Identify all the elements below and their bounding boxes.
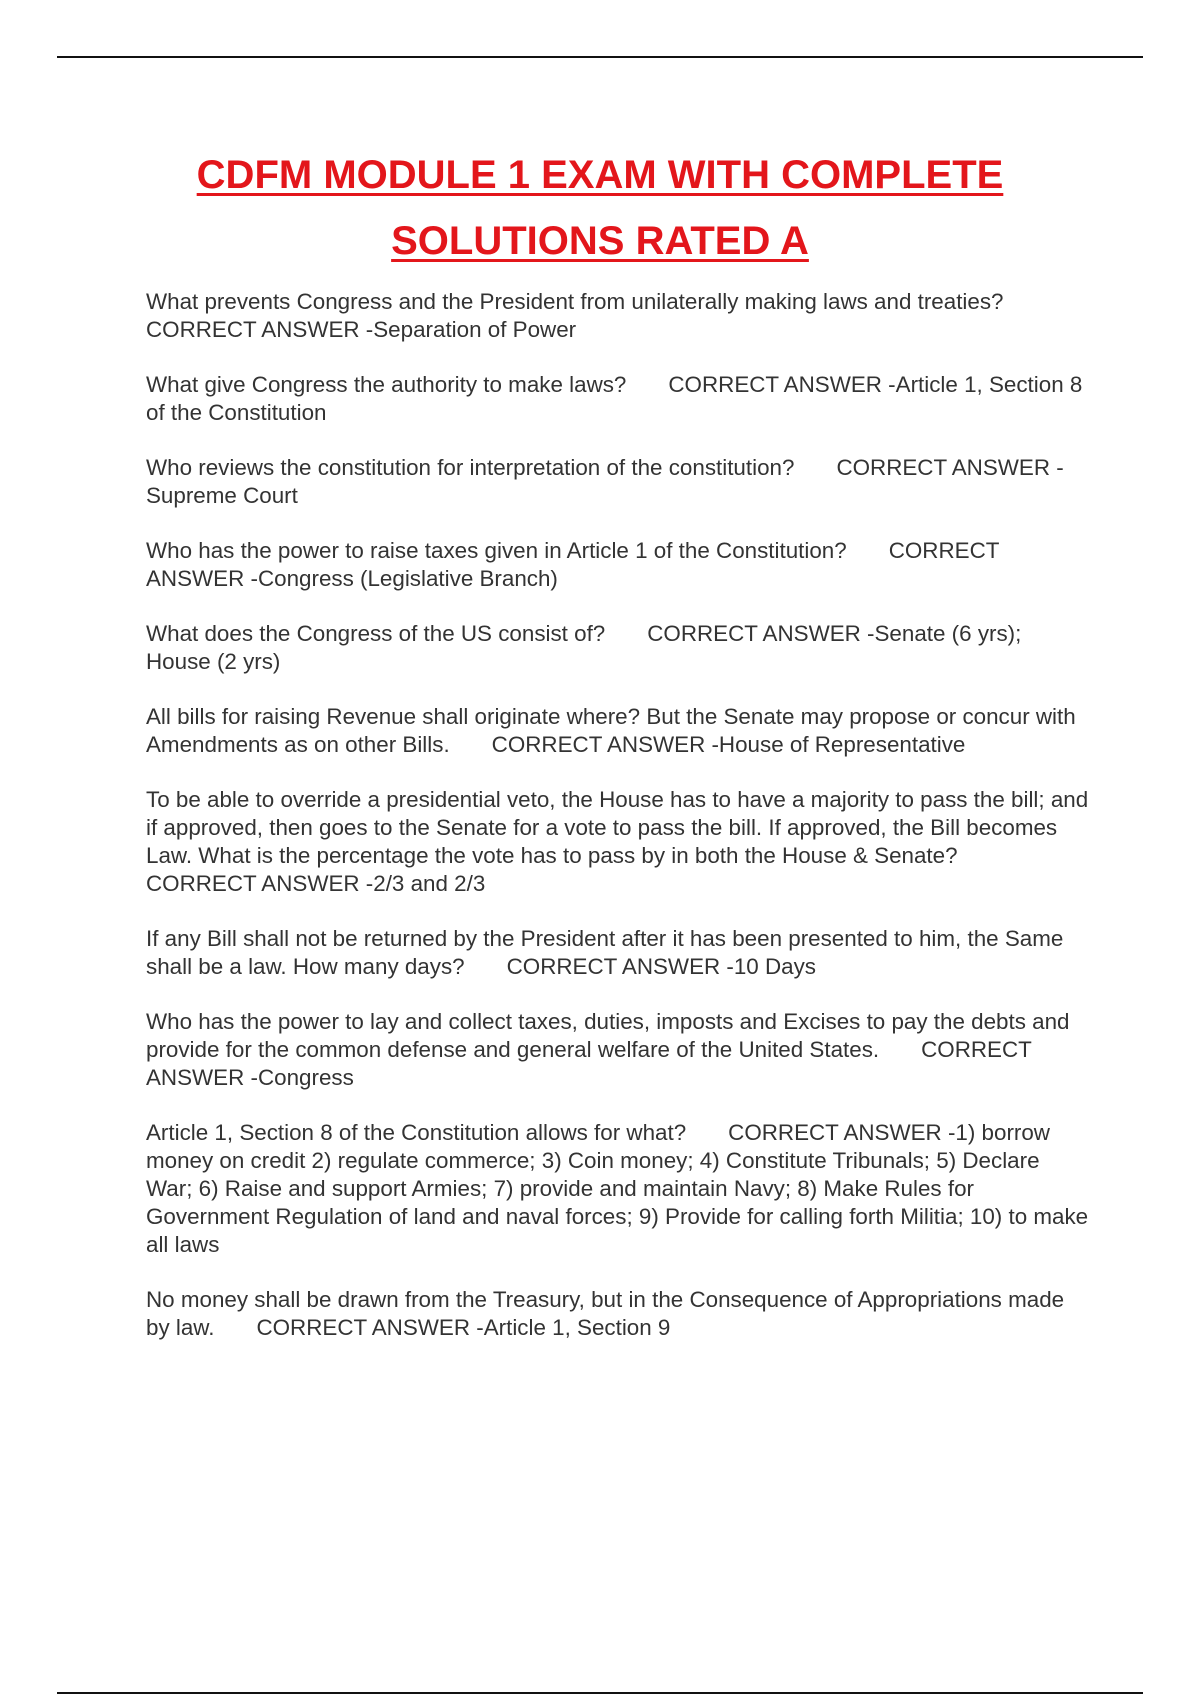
answer-label: CORRECT ANSWER - xyxy=(146,317,374,342)
qa-item xyxy=(146,537,1091,593)
answer-text: Separation of Power xyxy=(373,317,577,342)
question-text: If any Bill shall not be returned by the President after it has been presented to him, the Same shall be a law. How many days? xyxy=(146,926,1064,979)
answer-label: CORRECT ANSWER - xyxy=(647,621,875,646)
answer-text: 10 Days xyxy=(733,954,816,979)
question-text: All bills for raising Revenue shall originate where? But the Senate may propose or concur with Amendments as on other Bills. xyxy=(146,704,1076,757)
qa-item xyxy=(146,925,1091,981)
title-line-1: CDFM MODULE 1 EXAM WITH COMPLETE xyxy=(196,153,1004,197)
qa-item xyxy=(146,288,1091,344)
answer-label: CORRECT ANSWER - xyxy=(146,1037,1032,1090)
answer-label: CORRECT ANSWER - xyxy=(146,871,374,896)
answer-text: Congress xyxy=(257,1065,354,1090)
answer-text: Senate (6 yrs); House (2 yrs) xyxy=(146,621,1022,674)
document-title xyxy=(100,142,1100,274)
answer-label: CORRECT ANSWER - xyxy=(668,372,896,397)
qa-item xyxy=(146,786,1091,898)
question-text: No money shall be drawn from the Treasury, but in the Consequence of Appropriations made by law. xyxy=(146,1287,1065,1340)
qa-item xyxy=(146,703,1091,759)
qa-list xyxy=(146,288,1091,1369)
answer-text: Article 1, Section 9 xyxy=(483,1315,671,1340)
qa-item xyxy=(146,620,1091,676)
top-rule xyxy=(57,56,1143,58)
answer-text: 1) borrow money on credit 2) regulate commerce; 3) Coin money; 4) Constitute Tribunals; 5) Declare War; 6) Raise and support Armies; 7) provide and maintain Navy; 8) Make Rules for Government Regulation of land and naval forces; 9) Provide for calling forth Militia; 10) to make all laws xyxy=(146,1120,1089,1257)
answer-label: CORRECT ANSWER - xyxy=(491,732,719,757)
answer-text: House of Representative xyxy=(718,732,966,757)
question-text: Article 1, Section 8 of the Constitution allows for what? xyxy=(146,1120,687,1145)
question-text: What prevents Congress and the President from unilaterally making laws and treaties? xyxy=(146,289,1004,314)
question-text: What does the Congress of the US consist of? xyxy=(146,621,606,646)
question-text: What give Congress the authority to make laws? xyxy=(146,372,627,397)
answer-text: Article 1, Section 8 of the Constitution xyxy=(146,372,1083,425)
answer-text: Congress (Legislative Branch) xyxy=(257,566,558,591)
answer-label: CORRECT ANSWER - xyxy=(256,1315,484,1340)
qa-item xyxy=(146,371,1091,427)
qa-item xyxy=(146,1286,1091,1342)
answer-text: 2/3 and 2/3 xyxy=(373,871,486,896)
title-line-2: SOLUTIONS RATED A xyxy=(391,219,809,263)
answer-label: CORRECT ANSWER - xyxy=(506,954,734,979)
qa-item xyxy=(146,1119,1091,1259)
question-text: Who has the power to raise taxes given in Article 1 of the Constitution? xyxy=(146,538,847,563)
answer-label: CORRECT ANSWER - xyxy=(836,455,1064,480)
qa-item xyxy=(146,454,1091,510)
bottom-rule xyxy=(57,1692,1143,1694)
question-text: Who has the power to lay and collect taxes, duties, imposts and Excises to pay the debts and provide for the common defense and general welfare of the United States. xyxy=(146,1009,1070,1062)
answer-text: Supreme Court xyxy=(146,483,298,508)
question-text: Who reviews the constitution for interpretation of the constitution? xyxy=(146,455,795,480)
qa-item xyxy=(146,1008,1091,1092)
answer-label: CORRECT ANSWER - xyxy=(146,538,1000,591)
question-text: To be able to override a presidential veto, the House has to have a majority to pass the bill; and if approved, then goes to the Senate for a vote to pass the bill. If approved, the Bill becomes Law. What is the percentage the vote has to pass by in both the House & Senate? xyxy=(146,787,1089,868)
answer-label: CORRECT ANSWER - xyxy=(728,1120,956,1145)
